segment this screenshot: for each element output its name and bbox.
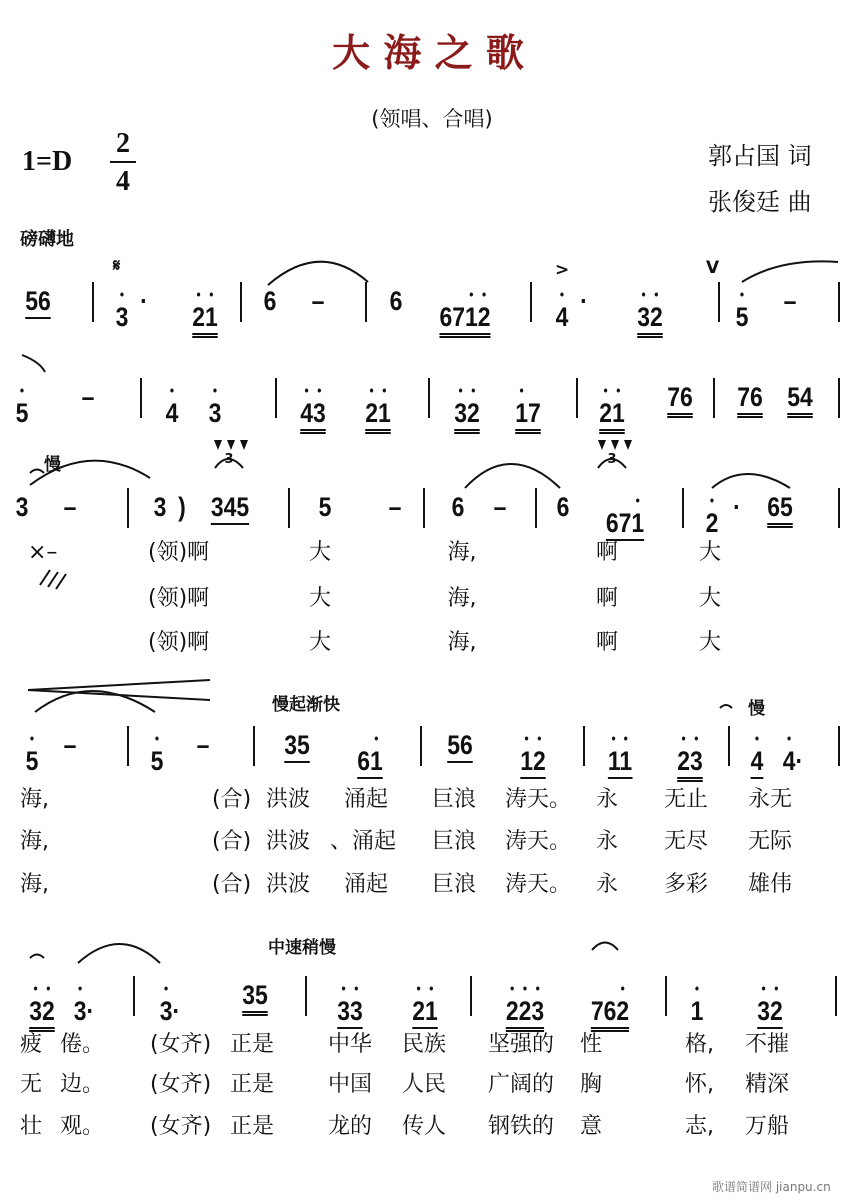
barline [682,488,684,528]
paren: ) [178,492,186,522]
dash: – [63,730,77,760]
lyric: 正是 [230,1114,275,1139]
note: 3· [73,996,95,1026]
lyric: 大 [698,586,722,611]
lyric: 钢铁的 [488,1114,555,1139]
lyric: 无 [20,1072,43,1097]
lyric: 大 [308,540,332,565]
note: 12 [520,746,546,779]
lyric: 性 [580,1032,603,1057]
lyric: 永 [596,787,619,812]
note: 223 [506,996,544,1032]
lyric: 涛天。 [505,829,572,854]
note: 32 [637,302,663,338]
lyric: 志, [685,1114,714,1139]
staccato-wedges [214,440,248,450]
song-title: 大 海 之 歌 [332,30,524,75]
lyric: 边。 [60,1072,105,1097]
composer: 张俊廷 曲 [708,188,812,216]
note: 21 [192,302,218,338]
lyric: 永 [596,829,619,854]
dash: – [196,730,210,760]
slur [78,944,160,963]
slur [465,464,560,488]
barline [240,282,242,322]
lyric: 巨浪 [432,829,477,854]
lyric: 人民 [402,1072,447,1097]
note: 3 [208,398,222,428]
tuplet-number: 3 [224,452,234,467]
barline [92,282,94,322]
note: 6 [389,286,403,316]
note: 345 [211,492,249,525]
barline [133,976,135,1016]
lyric: (合) [212,829,252,854]
time-signature-bottom: 4 [116,166,130,197]
lyric: 涌起 [344,872,389,897]
dash: – [63,492,77,522]
note: 21 [599,398,625,434]
lyric: 正是 [230,1072,275,1097]
note: 67 [439,302,465,332]
lyric: 坚强的 [488,1032,555,1057]
note: 2 [616,996,630,1026]
barline [428,378,430,418]
subtitle: (领唱、合唱) [371,107,493,131]
lyric: 海, [20,872,49,897]
lyric: (合) [212,787,252,812]
tempo-marking: 中速稍慢 [268,938,336,958]
note: 5 [150,746,164,776]
tuplet-number: 3 [607,452,617,467]
note: 5 [15,398,29,428]
lyric: 意 [580,1114,603,1139]
barline [140,378,142,418]
barline [838,726,840,766]
barline [127,488,129,528]
note: 5 [318,492,332,522]
lyricist: 郭占国 词 [708,142,812,170]
note: 1 [631,508,645,538]
note: 54 [787,382,813,418]
barline [713,378,715,418]
time-signature-top: 2 [116,128,130,159]
dash: – [783,286,797,316]
barline [665,976,667,1016]
lyric: 观。 [60,1114,105,1139]
note: 56 [447,730,473,763]
lyric: (女齐) [150,1072,212,1097]
lyric: (女齐) [150,1032,212,1057]
lyric: 民族 [402,1032,447,1057]
barline [423,488,425,528]
note: 76 [737,382,763,418]
barline [576,378,578,418]
barline [583,726,585,766]
segno-icon: 𝄋 [113,256,121,276]
barline [530,282,532,322]
lyric: (合) [212,872,252,897]
note: 32 [29,996,55,1032]
lyric: 海, [447,586,477,611]
lyric: 啊 [595,630,619,655]
lyric: 多彩 [664,872,709,897]
barline [365,282,367,322]
barline [127,726,129,766]
dash: – [388,492,402,522]
note: 4 [165,398,179,428]
lyric: 海, [447,540,477,565]
lyric: 龙的 [328,1114,373,1139]
note: 4 [555,302,569,332]
lyric: 洪波 [266,829,311,854]
lyric: 正是 [230,1032,275,1057]
barline [420,726,422,766]
lyric: 巨浪 [432,872,477,897]
lyric: 疲 [20,1032,43,1057]
barline [535,488,537,528]
fermata-arc [592,943,618,951]
tremolo-strokes [40,570,66,589]
note: 1 [515,398,528,428]
key-signature: 1=D [22,146,73,177]
lyric: 无尽 [664,829,709,854]
note: 2 [705,508,719,538]
lyric: 涛天。 [505,872,572,897]
watermark: 歌谱简谱网 jianpu.cn [712,1180,831,1194]
lyric: 胸 [580,1072,603,1097]
note: 3 [115,302,129,332]
lyric: 海, [20,829,49,854]
lyric: 涌起 [344,787,389,812]
lyric: 不摧 [745,1032,790,1057]
note: 1 [370,746,383,776]
note: 67 [605,508,632,538]
lyric: 中国 [328,1072,373,1097]
crescendo-hairpin [28,680,210,700]
tempo-marking: 慢 [748,699,765,719]
lyric: 啊 [595,540,619,565]
lyric: 永无 [748,787,793,812]
lyric: 巨浪 [432,787,477,812]
note: 23 [677,746,703,782]
note: 35 [284,730,310,763]
barline [838,488,840,528]
note: 76 [667,382,693,418]
lyric: 传人 [402,1114,447,1139]
lyric: 大 [698,630,722,655]
slur [712,474,790,488]
note: 21 [412,996,438,1029]
lyric: (领)啊 [148,540,210,565]
barline [253,726,255,766]
lyric: 怀, [685,1072,714,1097]
barline [838,378,840,418]
note: 4 [751,746,764,779]
lyric: (女齐) [150,1114,212,1139]
slur [22,355,45,372]
note: 6 [357,746,370,776]
note: 6 [556,492,570,522]
lyric: 海, [447,630,477,655]
barline [835,976,837,1016]
accent-mark: > [555,260,570,280]
dash: – [311,286,325,316]
lyric: 大 [698,540,722,565]
dot: · [140,286,148,316]
lyric: 中华 [328,1032,373,1057]
slur [268,262,368,285]
lyric: 洪波 [266,787,311,812]
note: 3 [15,492,29,522]
lyric: 倦。 [60,1032,105,1057]
barline [718,282,720,322]
barline [470,976,472,1016]
note: 4· [782,746,804,776]
note: 6 [263,286,277,316]
note: 65 [767,492,793,528]
fermata-arc [30,955,44,959]
note: 7 [528,398,541,428]
barline [275,378,277,418]
tempo-marking: 慢起渐快 [272,695,340,715]
note: 1 [690,996,704,1026]
note: 35 [242,980,268,1016]
note: 5 [735,302,749,332]
lyric: 、涌起 [330,829,397,854]
lyric: 永 [596,872,619,897]
dash: – [493,492,507,522]
lyric: 壮 [20,1114,43,1139]
lyric: 洪波 [266,872,311,897]
note: 76 [590,996,617,1026]
breath-mark: V [706,258,720,278]
dot: · [580,286,588,316]
note: 32 [757,996,783,1029]
fermata-arc [30,470,44,474]
lyric: 海, [20,787,49,812]
lyric: (领)啊 [148,586,210,611]
lyric: 万船 [745,1114,790,1139]
note: 32 [454,398,480,434]
fermata-arc [720,705,732,708]
note: 11 [608,746,632,779]
dot: · [733,492,741,522]
barline [288,488,290,528]
lyric: 无止 [664,787,709,812]
lyric: 大 [308,630,332,655]
lyric: 广阔的 [488,1072,555,1097]
barline [838,282,840,322]
tempo-marking: 慢 [44,455,61,475]
note: 6 [451,492,465,522]
barline [305,976,307,1016]
lyric: (领)啊 [148,630,210,655]
lyric: 雄伟 [748,872,793,897]
lyric: 格, [685,1032,714,1057]
note: 3 [153,492,167,522]
note: 5 [25,746,39,776]
note: 3· [159,996,181,1026]
lyric: 精深 [745,1072,790,1097]
note: 43 [300,398,326,434]
lyric: 无际 [748,829,793,854]
lyric: 大 [308,586,332,611]
barline [728,726,730,766]
dash: – [81,382,95,412]
percussion-mark: ×– [28,540,58,565]
lyric: 啊 [595,586,619,611]
note: 21 [365,398,391,434]
slur [742,261,838,282]
tempo-marking: 磅礴地 [20,229,74,250]
note: 12 [465,302,491,332]
lyric: 涛天。 [505,787,572,812]
note: 33 [337,996,363,1029]
staccato-wedges [598,440,632,450]
note: 56 [25,286,51,319]
